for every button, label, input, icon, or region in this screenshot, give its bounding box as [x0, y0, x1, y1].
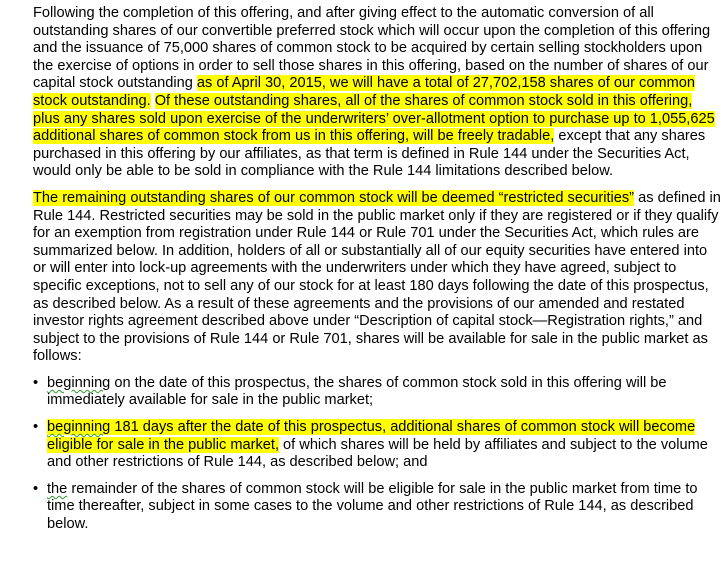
highlighted-text: The remaining outstanding shares of our common stock will be deemed “restricted securities”	[33, 189, 635, 206]
spellcheck-flagged-word[interactable]: beginning	[47, 419, 111, 436]
highlighted-text: 181 days after the date of this prospectus, additional shares of common stock will become eligible for sale in the public market,	[47, 419, 696, 453]
list-item	[33, 375, 723, 410]
list-item	[33, 419, 723, 472]
text-segment: on the date of this prospectus, the shares of common stock sold in this offering will be immediately available for sale in the public market;	[47, 374, 667, 409]
text-segment: Following the completion of this offering, and after giving effect to the automatic conversion of all outstanding shares of our convertible preferred stock which will occur upon the completion of this offering and the issuance of 75,000 shares of common stock to be acquired by certain selling stockholders upon the exercise of options in order to sell those shares in this offering, based on the number of shares of our capital stock outstanding	[33, 5, 711, 92]
text-segment: as defined in Rule 144. Restricted securities may be sold in the public market only if they are registered or if they qualify for an exemption from registration under Rule 144 or Rule 701 under the Securities Act, which rules are summarized below. In addition, holders of all or substantially all of our equity securities have entered into or will enter into lock-up agreements with the underwriters under which they have agreed, subject to specific exceptions, not to sell any of our stock for at least 180 days following the date of this prospectus, as described below. As a result of these agreements and the provisions of our amended and restated investor rights agreement described above under “Description of capital stock—Registration rights,” and subject to the provisions of Rule 144 or Rule 701, shares will be available for sale in the public market as follows:	[33, 189, 721, 365]
document-body	[33, 5, 723, 543]
text-segment: except that any shares purchased in this offering by our affiliates, as that term is defined in Rule 144 under the Securities Act, would only be able to be sold in compliance with the Rule 144 limitations described below.	[33, 128, 706, 180]
bullet-icon: •	[33, 419, 39, 436]
highlighted-text: Of these outstanding shares, all of the shares of common stock sold in this offering, plus any shares sold upon exercise of the underwriters’ over-allotment option to purchase up to 1,055,625 additional shares of common stock from us in this offering, will be freely tradable,	[33, 92, 715, 145]
text-segment: of which shares will be held by affiliates and subject to the volume and other restrictions of Rule 144, as described below; and	[47, 436, 708, 471]
paragraph-restricted-securities	[33, 190, 723, 366]
bullet-icon: •	[33, 374, 39, 391]
bullet-icon: •	[33, 480, 39, 497]
availability-bullet-list	[33, 375, 723, 534]
spellcheck-flagged-word[interactable]: the	[47, 480, 68, 497]
highlighted-text: as of April 30, 2015, we will have a total of 27,702,158 shares of our common stock outstanding.	[33, 75, 695, 109]
list-item	[33, 481, 723, 534]
paragraph-offering-shares	[33, 5, 723, 181]
spellcheck-flagged-word[interactable]: beginning	[47, 374, 111, 391]
text-segment: remainder of the shares of common stock will be eligible for sale in the public market from time to time thereafter, subject in some cases to the volume and other restrictions of Rule 144, as described below.	[47, 480, 698, 533]
